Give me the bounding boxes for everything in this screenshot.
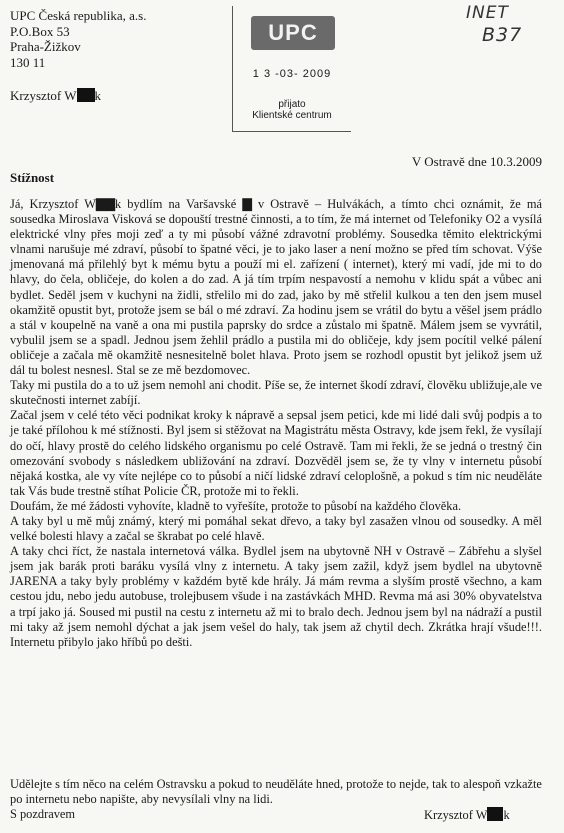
greeting-text: S pozdravem bbox=[10, 807, 76, 822]
body-paragraph: A taky byl u mě můj známý, který mi pomáhal sekat dřevo, a taky byl zasažen vlnou od sousedky. A měl velké bolesti hlavy a začal se škrabat po celé hlavě. bbox=[10, 513, 542, 544]
address-line: UPC Česká republika, a.s. bbox=[10, 8, 147, 23]
address-line: 130 11 bbox=[10, 54, 46, 70]
letter-heading: Stížnost bbox=[10, 170, 55, 185]
received-stamp bbox=[232, 6, 351, 132]
handwritten-note bbox=[466, 2, 522, 46]
body-paragraph: A taky chci říct, že nastala internetová válka. Bydlel jsem na ubytovně NH v Ostravě – Zábřehu a slyšel jsem jak barák proti baráku vysílá vlny z internetu. A taky jsem zažil, když jsem bydlel na ubytovně JARENA a taky byly problémy v každém bytě kde hrály. Já mám revma a slyším prostě všechno, a kam cestou jdu, nebo jedu autobuse, trolejbusem všude i na zastávkách MHD. Revma má asi 30% obyvatelstva a trpí jako já. Soused mi pustil na cestu z internetu až mi to bralo dech. Jednou jsem byl na nádraží a pustil mi taky až jsem nemohl dýchat a jak jsem vešel do haly, tak jsem až chytil dech. Zkrátka hrají všude!!!. Internetu přibylo jako hříbů po dešti. bbox=[10, 544, 542, 649]
stamp-received-line: Klientské centrum bbox=[252, 110, 332, 121]
sender-name-part: Krzysztof W bbox=[10, 88, 77, 103]
redaction-bar bbox=[77, 88, 95, 102]
redaction-bar bbox=[487, 807, 503, 821]
handwritten-line: INET bbox=[466, 3, 509, 23]
body-paragraph: Doufám, že mé žádosti vyhovíte, kladně to vyřešíte, protože to působí na každého člověka. bbox=[10, 498, 462, 513]
sender-name-part: k bbox=[94, 88, 102, 103]
address-line: Praha-Žižkov bbox=[10, 39, 81, 54]
stamp-received-text bbox=[233, 99, 351, 121]
recipient-address bbox=[10, 8, 146, 70]
closing-text: Udělejte s tím něco na celém Ostravsku a pokud to neuděláte hned, protože to nejde, tak to alespoň vzkažte po internetu nebo napište, aby nevysílali vlny na lidi. bbox=[10, 777, 542, 807]
body-paragraph: Taky mi pustila do a to už jsem nemohl ani chodit. Píše se, že internet škodí zdraví, člověku ubližuje,ale ve skutečnosti internet zabíjí. bbox=[10, 378, 542, 408]
stamp-date: 1 3 -03- 2009 bbox=[252, 68, 332, 80]
sender-name bbox=[10, 88, 101, 104]
address-line: P.O.Box 53 bbox=[10, 23, 70, 39]
place-date: V Ostravě dne 10.3.2009 bbox=[411, 154, 542, 169]
stamp-received-line: přijato bbox=[278, 99, 306, 110]
handwritten-line: B37 bbox=[482, 24, 523, 46]
signature bbox=[424, 807, 510, 823]
body-paragraph: Začal jsem v celé této věci podnikat kroky k nápravě a sepsal jsem petici, kde mi lidé dali svůj podpis a to je také přílohou k mé stížnosti. Byl jsem si stěžovat na Magistrátu města Ostravy, kde jsem řekl, že vysílají do očí, hlavy prostě do celého lidského organismu po celé Ostravě. Tam mi řekli, že se jedná o trestný čin omezování svobody s následkem ubližování na zdraví. Dozvěděl jsem se, že ty vlny v internetu působí nějaká kostka, ale vy víte nejlépe co to působí a ničí lidské zdraví celoplošně, a pokud s tím nic neuděláte tak Vás bude trestně stíhat Policie ČR, protože mi to řekli. bbox=[10, 408, 542, 498]
letter-body bbox=[10, 197, 542, 650]
signature-part: Krzysztof W bbox=[424, 808, 488, 822]
body-paragraph: Já, Krzysztof W▇▇k bydlím na Varšavské ▇ v Ostravě – Hulvákách, a tímto chci oznámit, že má sousedka Miroslava Visková se dopouští trestné činnosti, a to tím, že má internet od Telefoniky O2 a vysílá elektrické vlny přes moji zeď a ty mi působí vážné zdravotní problémy. Sousedka těmito elektrickými vlnami narušuje mé zdraví, působí to špatné věci, je to jako laser a není možno se před tím schovat. Výše jmenovaná má přilehlý byt k mému bytu a použí mi el. zařízení ( internet), který mi vadí, jde mi to do hlavy, do čela, obličeje, do kolen a do zad. A já tím trpím nespavostí a nemohu v klidu spát a vůbec ani bydlet. Seděl jsem v kuchyni na židli, střelilo mi do zad, jako by mě střelil kulkou a ten den jsem musel okamžitě opustit byt, protože jsem se bál o mé zdraví. Za hodinu jsem se vrátil do bytu a věšel jsem prádlo a stál v koupelně na vaně a ona mi pustila paprsky do srdce a zůstalo mi špatně. Málem jsem se vyvrátil, vybulil jsem se a spadl. Jednou jsem žehlil prádlo a pustila mi do obličeje, kdy jsem pocítil velké pálení obličeje a začala mě okamžitě nesnesitelně bolet hlava. Proto jsem se rozhodl opustit byt jelikož jsem už dál tu bolest nesnesl. Stal se ze mě bezdomovec. bbox=[10, 197, 542, 378]
upc-logo: UPC bbox=[251, 16, 335, 50]
signature-part: k bbox=[503, 808, 510, 822]
